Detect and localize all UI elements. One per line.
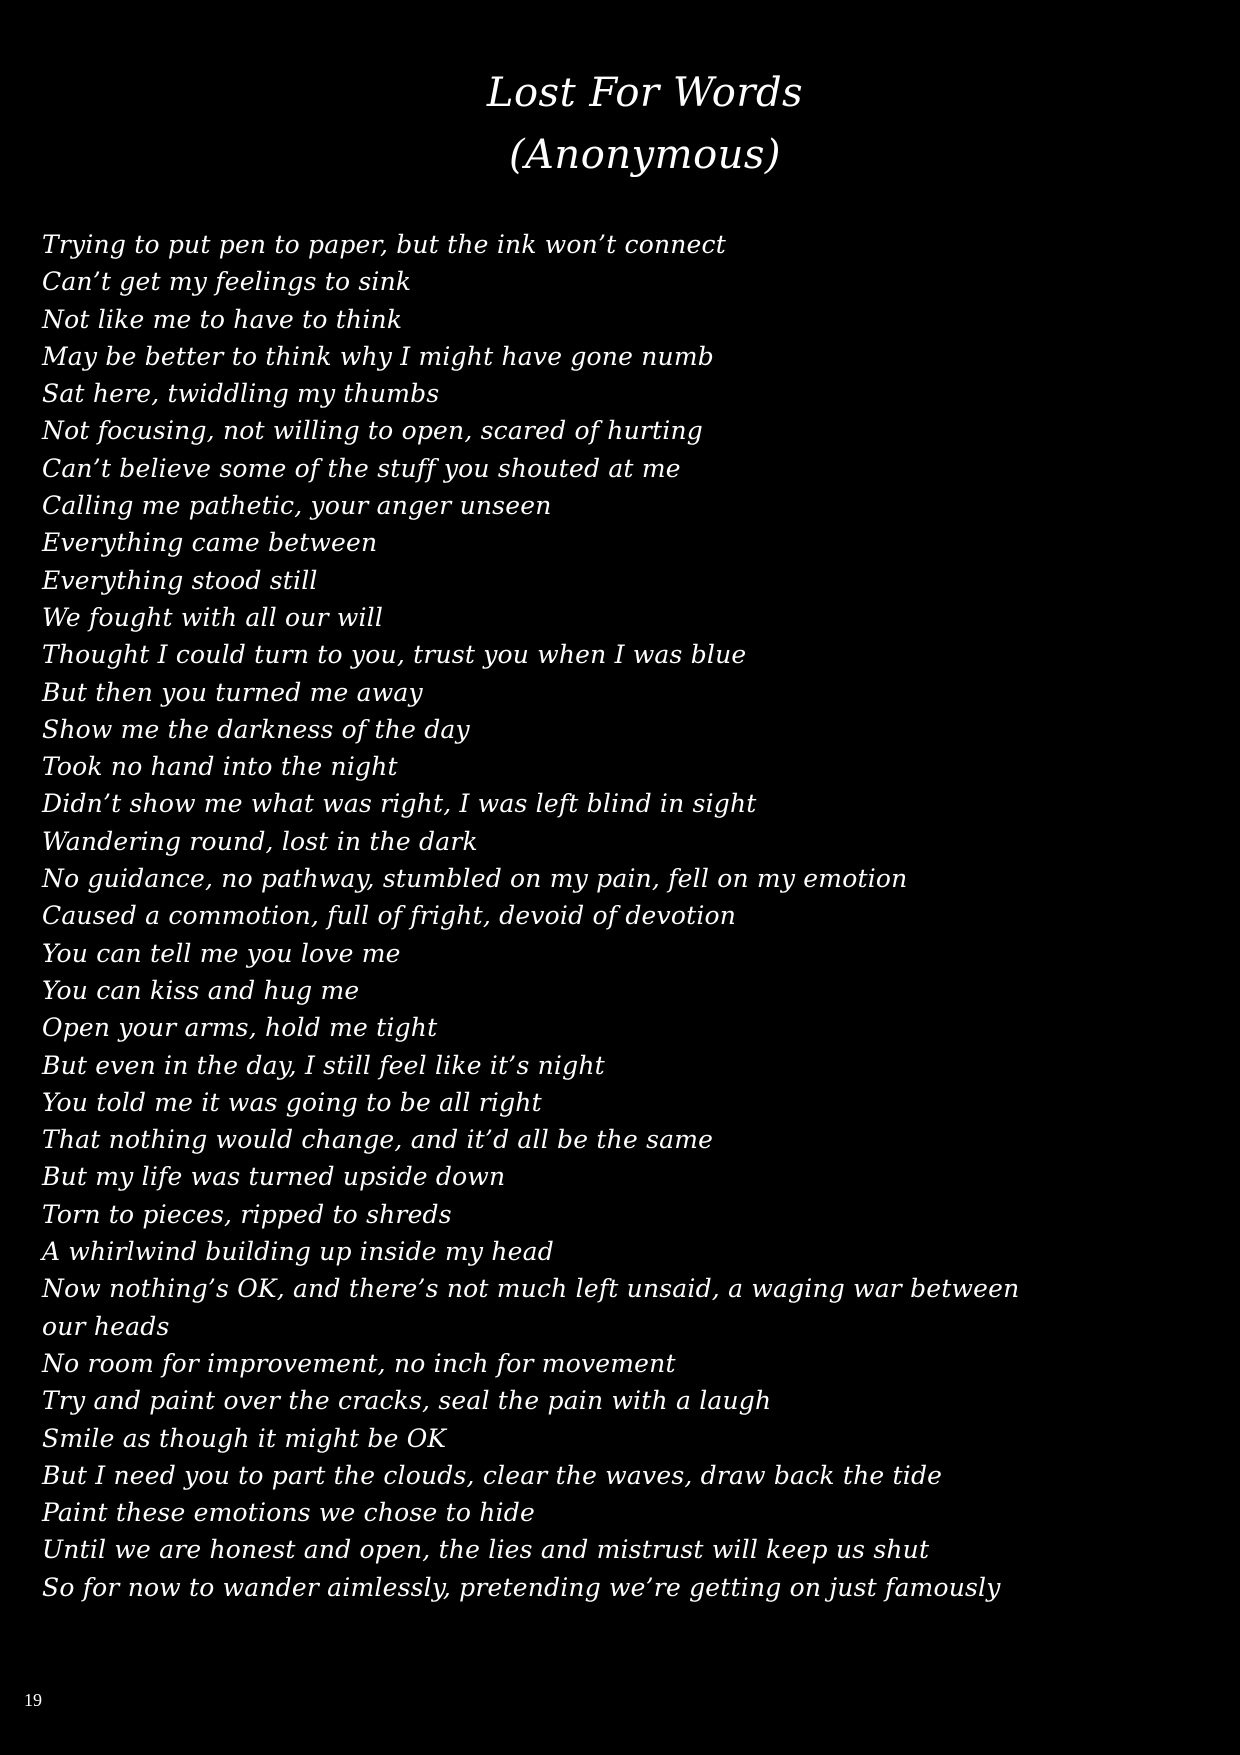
poem-line: Took no hand into the night	[42, 752, 398, 782]
poem-line: But even in the day, I still feel like it’s night	[42, 1050, 605, 1080]
poem-line: You can kiss and hug me	[42, 975, 360, 1005]
poem-line: No guidance, no pathway, stumbled on my pain, fell on my emotion	[42, 864, 908, 894]
page-number: 19	[24, 1690, 42, 1710]
poem-line: Try and paint over the cracks, seal the pain with a laugh	[42, 1386, 772, 1416]
poem-line: No room for improvement, no inch for movement	[42, 1348, 676, 1378]
poem-line: You can tell me you love me	[42, 938, 401, 968]
title-block	[0, 62, 1240, 186]
poem-line: But I need you to part the clouds, clear the waves, draw back the tide	[42, 1460, 943, 1490]
poem-line: But then you turned me away	[42, 677, 423, 707]
poem-line: So for now to wander aimlessly, pretending we’re getting on just famously	[42, 1572, 1001, 1602]
poem-line: Show me the darkness of the day	[42, 714, 470, 744]
poem-line: Caused a commotion, full of fright, devoid of devotion	[42, 901, 737, 931]
poem-line: Until we are honest and open, the lies and mistrust will keep us shut	[42, 1535, 930, 1565]
poem-line: Didn’t show me what was right, I was left blind in sight	[42, 789, 757, 819]
poem-body	[42, 226, 1222, 1606]
poem-line: Smile as though it might be OK	[42, 1423, 447, 1453]
poem-line: Can’t get my feelings to sink	[42, 267, 412, 297]
poem-line: Not focusing, not willing to open, scared of hurting	[42, 416, 703, 446]
poem-line: You told me it was going to be all right	[42, 1087, 542, 1117]
poem-line: Thought I could turn to you, trust you when I was blue	[42, 640, 747, 670]
poem-line: Now nothing’s OK, and there’s not much left unsaid, a waging war between	[42, 1274, 1020, 1304]
poem-line: Trying to put pen to paper, but the ink won’t connect	[42, 230, 727, 259]
poem-line: Wandering round, lost in the dark	[42, 826, 478, 856]
poem-line: Torn to pieces, ripped to shreds	[42, 1199, 452, 1229]
poem-line: Paint these emotions we chose to hide	[42, 1498, 535, 1528]
poem-line: We fought with all our will	[42, 602, 384, 632]
poem-line: May be better to think why I might have gone numb	[42, 341, 714, 371]
poem-line: Can’t believe some of the stuff you shouted at me	[42, 453, 681, 483]
poem-line: Not like me to have to think	[42, 304, 403, 334]
poem-line: Open your arms, hold me tight	[42, 1013, 438, 1043]
poem-line: Calling me pathetic, your anger unseen	[42, 491, 552, 521]
poem-title: Lost For Words	[486, 70, 804, 116]
poem-line: our heads	[42, 1311, 170, 1341]
poem-author: (Anonymous)	[508, 132, 782, 178]
poem-line: Everything came between	[42, 528, 378, 558]
poem-line: Everything stood still	[42, 565, 318, 595]
poem-line: A whirlwind building up inside my head	[42, 1237, 554, 1267]
poem-line: That nothing would change, and it’d all be the same	[42, 1125, 714, 1155]
poem-line: Sat here, twiddling my thumbs	[42, 379, 440, 409]
poem-line: But my life was turned upside down	[42, 1162, 506, 1192]
